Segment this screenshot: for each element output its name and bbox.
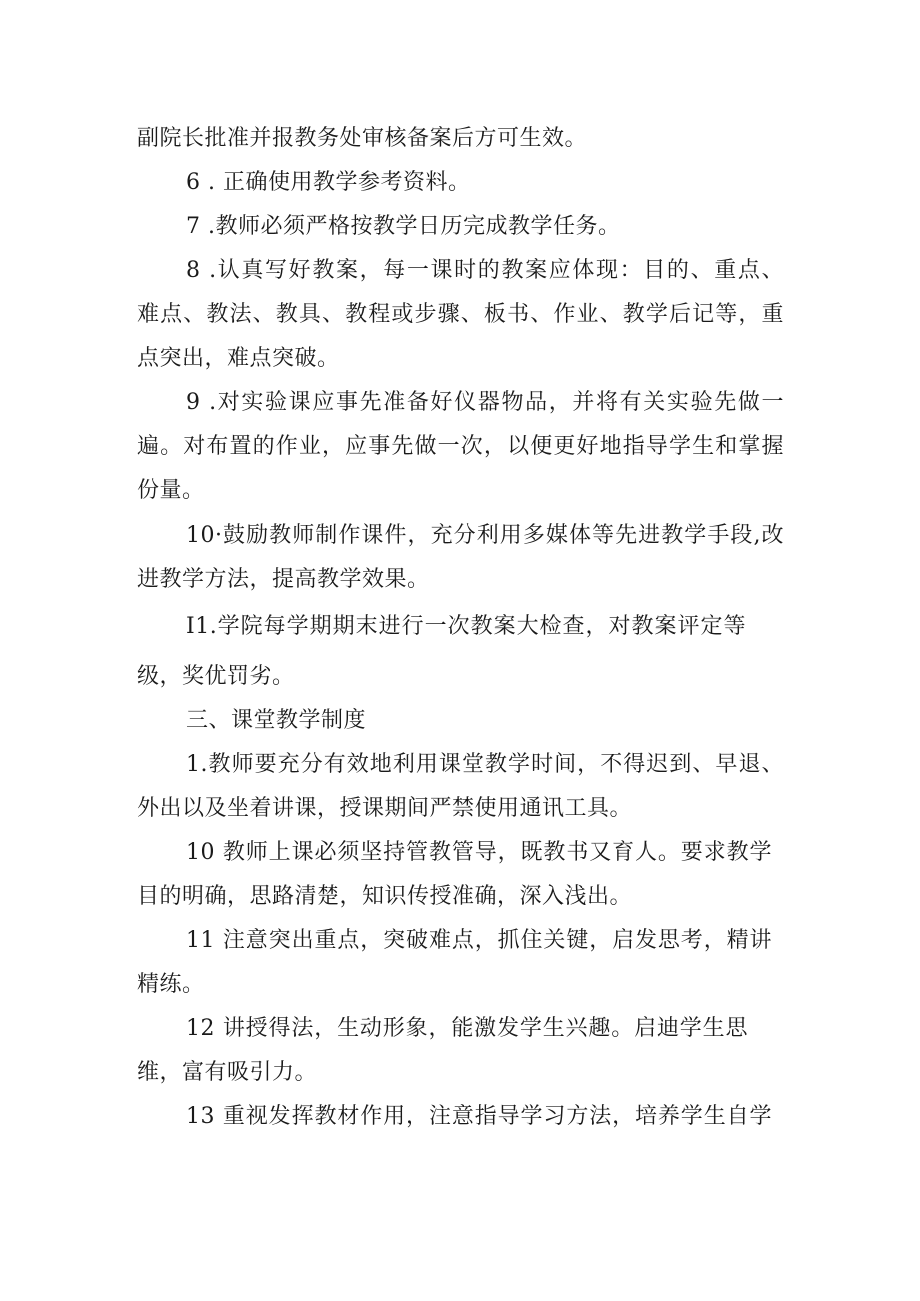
line-text: 维，富有吸引力。 <box>137 1060 318 1085</box>
line-text: 难点、教法、教具、教程或步骤、板书、作业、教学后记等，重 <box>137 302 784 327</box>
line-text: 10·鼓励教师制作课件，充分利用多媒体等先进教学手段,改 <box>186 523 784 548</box>
text-line <box>0 604 920 650</box>
text-line <box>0 336 920 382</box>
section-title: 三、课堂教学制度 <box>186 708 367 733</box>
line-text: 精练。 <box>137 972 205 997</box>
text-line <box>0 1094 920 1140</box>
text-line <box>0 424 920 470</box>
line-text: 7 .教师必须严格按教学日历完成教学任务。 <box>186 214 621 239</box>
text-line <box>0 654 920 700</box>
line-text: 10 教师上课必须坚持管教管导，既教书又育人。要求教学 <box>186 840 772 865</box>
text-line <box>0 380 920 426</box>
text-line <box>0 204 920 250</box>
section-heading <box>0 698 920 744</box>
text-line <box>0 513 920 559</box>
text-line <box>0 830 920 876</box>
line-text: 级，奖优罚劣。 <box>137 664 295 689</box>
line-text: 11 注意突出重点，突破难点，抓住关键，启发思考，精讲 <box>186 928 772 953</box>
line-text: 13 重视发挥教材作用，注意指导学习方法，培养学生自学 <box>186 1104 772 1129</box>
line-text: 9 .对实验课应事先准备好仪器物品，并将有关实验先做一 <box>186 390 784 415</box>
line-text: 外出以及坐着讲课，授课期间严禁使用通讯工具。 <box>137 796 633 821</box>
line-text: 8 .认真写好教案，每一课时的教案应体现：目的、重点、 <box>186 258 784 283</box>
text-line <box>0 116 920 162</box>
line-text: 点突出，难点突破。 <box>137 346 340 371</box>
line-text: 12 讲授得法，生动形象，能激发学生兴趣。启迪学生思 <box>186 1016 748 1041</box>
line-text: 进教学方法，提高教学效果。 <box>137 567 430 592</box>
line-text: 目的明确，思路清楚，知识传授准确，深入浅出。 <box>137 884 633 909</box>
text-line <box>0 786 920 832</box>
text-line <box>0 918 920 964</box>
line-text: I1.学院每学期期末进行一次教案大检查，对教案评定等 <box>186 614 746 639</box>
text-line <box>0 468 920 514</box>
text-line <box>0 874 920 920</box>
text-line <box>0 1006 920 1052</box>
line-text: 6 . 正确使用教学参考资料。 <box>186 170 471 195</box>
text-line <box>0 962 920 1008</box>
line-text: 副院长批准并报教务处审核备案后方可生效。 <box>137 126 588 151</box>
text-line <box>0 160 920 206</box>
text-line <box>0 742 920 788</box>
text-line <box>0 292 920 338</box>
line-text: 遍。对布置的作业，应事先做一次，以便更好地指导学生和掌握 <box>137 434 784 459</box>
text-line <box>0 557 920 603</box>
line-text: 1.教师要充分有效地利用课堂教学时间，不得迟到、早退、 <box>186 752 784 777</box>
line-text: 份量。 <box>137 478 205 503</box>
text-line <box>0 248 920 294</box>
text-line <box>0 1050 920 1096</box>
